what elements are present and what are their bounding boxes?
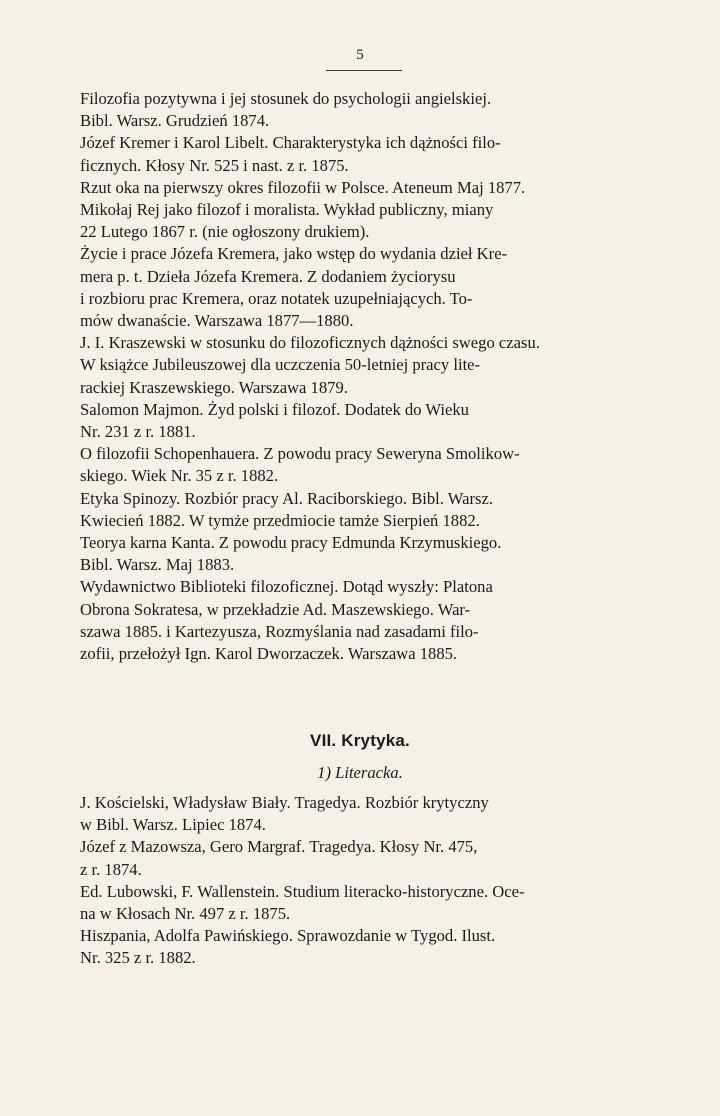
entry-line: szawa 1885. i Kartezyusza, Rozmyślania nad zasadami filo-	[80, 621, 479, 641]
entry-line: i rozbioru prac Kremera, oraz notatek uzupełniających. To-	[80, 288, 473, 308]
entry-line: Ed. Lubowski, F. Wallenstein. Studium literacko-historyczne. Oce-	[80, 881, 525, 901]
entry-line: Bibl. Warsz. Maj 1883.	[80, 555, 235, 575]
entry-line: mów dwanaście. Warszawa 1877—1880.	[80, 311, 354, 331]
entry-line: Życie i prace Józefa Kremera, jako wstęp do wydania dzieł Kre-	[80, 244, 508, 264]
entry-line: Hiszpania, Adolfa Pawińskiego. Sprawozdanie w Tygod. Ilust.	[80, 926, 496, 946]
section-heading: VII. Krytyka.	[310, 731, 410, 750]
bibliography-entry	[80, 132, 642, 176]
entry-line: Etyka Spinozy. Rozbiór pracy Al. Raciborskiego. Bibl. Warsz.	[80, 488, 493, 508]
bibliography-entry	[80, 488, 642, 532]
entry-line: Filozofia pozytywna i jej stosunek do psychologii angielskiej.	[80, 89, 492, 108]
entry-line: O filozofii Schopenhauera. Z powodu pracy Seweryna Smolikow-	[80, 444, 520, 464]
entry-line: Teorya karna Kanta. Z powodu pracy Edmunda Krzymuskiego.	[80, 533, 502, 553]
entry-line: 22 Lutego 1867 r. (nie ogłoszony drukiem).	[80, 222, 370, 242]
bibliography-entry	[80, 792, 642, 836]
entry-line: Obrona Sokratesa, w przekładzie Ad. Maszewskiego. War-	[80, 599, 471, 619]
entry-line: na w Kłosach Nr. 497 z r. 1875.	[80, 904, 291, 924]
entry-line: Nr. 325 z r. 1882.	[80, 948, 196, 968]
bibliography-entry	[80, 576, 642, 665]
bibliography-list-criticism	[80, 792, 642, 970]
bibliography-entry	[80, 881, 642, 925]
page-number: 5	[356, 47, 364, 63]
bibliography-entry	[80, 836, 642, 880]
entry-line: W książce Jubileuszowej dla uczczenia 50-letniej pracy lite-	[80, 355, 481, 375]
bibliography-list-philosophy	[80, 88, 642, 665]
subsection-heading: 1) Literacka.	[317, 763, 403, 782]
entry-line: Mikołaj Rej jako filozof i moralista. Wykład publiczny, miany	[80, 200, 494, 220]
bibliography-entry	[80, 177, 642, 199]
entry-line: J. Kościelski, Władysław Biały. Tragedya. Rozbiór krytyczny	[80, 793, 489, 812]
bibliography-entry	[80, 199, 642, 243]
entry-line: Bibl. Warsz. Grudzień 1874.	[80, 111, 270, 131]
bibliography-entry	[80, 443, 642, 487]
entry-line: Kwiecień 1882. W tymże przedmiocie tamże Sierpień 1882.	[80, 510, 480, 530]
entry-line: zofii, przełożył Ign. Karol Dworzaczek. Warszawa 1885.	[80, 644, 458, 664]
entry-line: Salomon Majmon. Żyd polski i filozof. Dodatek do Wieku	[80, 399, 469, 419]
entry-line: Rzut oka na pierwszy okres filozofii w Polsce. Ateneum Maj 1877.	[80, 177, 526, 197]
bibliography-entry	[80, 532, 642, 576]
bibliography-entry	[80, 243, 642, 332]
entry-line: J. I. Kraszewski w stosunku do filozoficznych dążności swego czasu.	[80, 333, 540, 353]
bibliography-entry	[80, 399, 642, 443]
bibliography-entry	[80, 332, 642, 399]
page-number-rule	[326, 70, 402, 71]
entry-line: z r. 1874.	[80, 859, 142, 879]
entry-line: skiego. Wiek Nr. 35 z r. 1882.	[80, 466, 279, 486]
bibliography-entry	[80, 88, 642, 132]
bibliography-entry	[80, 925, 642, 969]
entry-line: Józef z Mazowsza, Gero Margraf. Tragedya. Kłosy Nr. 475,	[80, 837, 478, 857]
entry-line: ficznych. Kłosy Nr. 525 i nast. z r. 1875.	[80, 155, 349, 175]
entry-line: Wydawnictwo Biblioteki filozoficznej. Dotąd wyszły: Platona	[80, 577, 493, 597]
entry-line: Józef Kremer i Karol Libelt. Charakterystyka ich dążności filo-	[80, 133, 501, 153]
entry-line: w Bibl. Warsz. Lipiec 1874.	[80, 815, 266, 835]
entry-line: Nr. 231 z r. 1881.	[80, 422, 196, 442]
entry-line: rackiej Kraszewskiego. Warszawa 1879.	[80, 377, 348, 397]
entry-line: mera p. t. Dzieła Józefa Kremera. Z dodaniem życiorysu	[80, 266, 456, 286]
